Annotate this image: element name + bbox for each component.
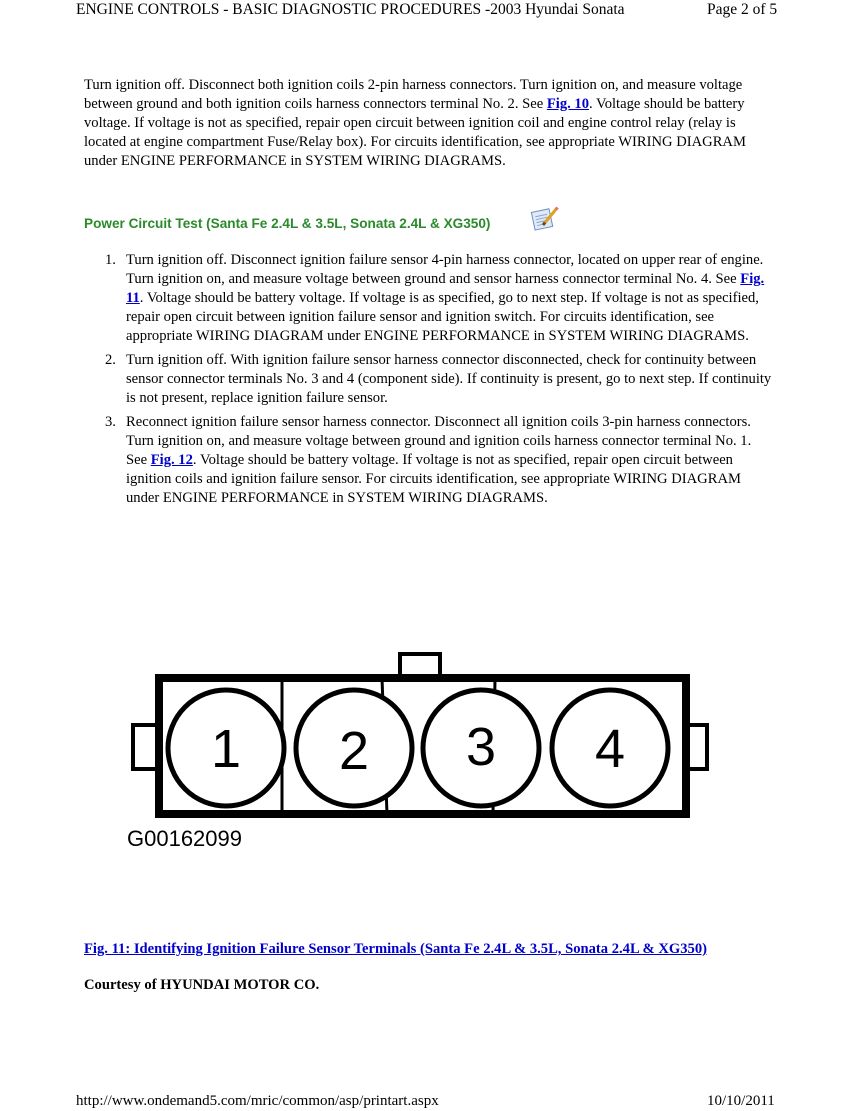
connector-top-latch	[400, 654, 440, 676]
connector-diagram	[125, 648, 715, 858]
step-text: Reconnect ignition failure sensor harness connector. Disconnect all ignition coils 3-pin harness connectors. Turn ignition on, and measure voltage between ground and ignition coils harness connector terminal No. 1. See	[126, 414, 752, 468]
footer-url: http://www.ondemand5.com/mric/common/asp/printart.aspx	[76, 1093, 439, 1109]
figure-caption-link[interactable]: Fig. 11: Identifying Ignition Failure Sensor Terminals (Santa Fe 2.4L & 3.5L, Sonata 2.4L & XG350)	[84, 941, 708, 957]
fig-10-link[interactable]: Fig. 10	[546, 96, 590, 112]
step-number: 1.	[105, 252, 116, 268]
step-text: Turn ignition off. Disconnect ignition failure sensor 4-pin harness connector, located on upper rear of engine. Turn ignition on, and measure voltage between ground and sensor harness connector terminal No. 4. See	[126, 252, 764, 287]
intro-text: Turn ignition off. Disconnect both ignition coils 2-pin harness connectors. Turn ignition on, and measure voltage between ground and both ignition coils harness connectors terminal No. 2. See	[84, 77, 743, 112]
step-text-continued: . Voltage should be battery voltage. If voltage is not as specified, repair open circuit between ignition coils and ignition failure sensor. For circuits identification, see appropriate WIRING DIAGRAM under ENGINE PERFORMANCE in SYSTEM WIRING DIAGRAMS.	[126, 452, 741, 506]
terminal-label: 2	[338, 721, 370, 781]
connector-left-tab	[133, 725, 157, 769]
figure-code: G00162099	[127, 826, 242, 851]
step-item	[84, 251, 774, 346]
procedure-steps	[84, 251, 774, 513]
terminal-label: 1	[210, 719, 242, 779]
document-title: ENGINE CONTROLS - BASIC DIAGNOSTIC PROCEDURES -2003 Hyundai Sonata	[76, 1, 625, 18]
figure-caption	[84, 940, 774, 959]
step-number: 3.	[105, 414, 116, 430]
section-heading: Power Circuit Test (Santa Fe 2.4L & 3.5L, Sonata 2.4L & XG350)	[84, 216, 491, 231]
edit-note-icon[interactable]	[530, 205, 560, 231]
step-number: 2.	[105, 352, 116, 368]
step-item	[84, 351, 774, 408]
terminal-label: 4	[594, 719, 626, 779]
figure-courtesy: Courtesy of HYUNDAI MOTOR CO.	[84, 977, 320, 993]
step-text-continued: . Voltage should be battery voltage. If voltage is as specified, go to next step. If voltage is not as specified, repair open circuit between ignition failure sensor and ignition switch. For circuits identification, see appropriate WIRING DIAGRAM under ENGINE PERFORMANCE in SYSTEM WIRING DIAGRAMS.	[126, 290, 759, 344]
fig-12-link[interactable]: Fig. 12	[150, 452, 193, 468]
footer-date: 10/10/2011	[707, 1093, 775, 1109]
step-text: Turn ignition off. With ignition failure sensor harness connector disconnected, check for continuity between sensor connector terminals No. 3 and 4 (component side). If continuity is present, go to next step. If continuity is not present, replace ignition failure sensor.	[126, 352, 772, 406]
page-number: Page 2 of 5	[707, 1, 778, 18]
step-item	[84, 413, 774, 508]
terminal-label: 3	[465, 717, 497, 777]
intro-text-continued: . Voltage should be battery voltage. If voltage is not as specified, repair open circuit between ignition coil and engine control relay (relay is located at engine compartment Fuse/Relay box). For circuits identification, see appropriate WIRING DIAGRAM under ENGINE PERFORMANCE in SYSTEM WIRING DIAGRAMS.	[84, 96, 746, 169]
intro-paragraph	[84, 76, 774, 171]
fig-11-link[interactable]: Fig. 11	[126, 271, 765, 306]
